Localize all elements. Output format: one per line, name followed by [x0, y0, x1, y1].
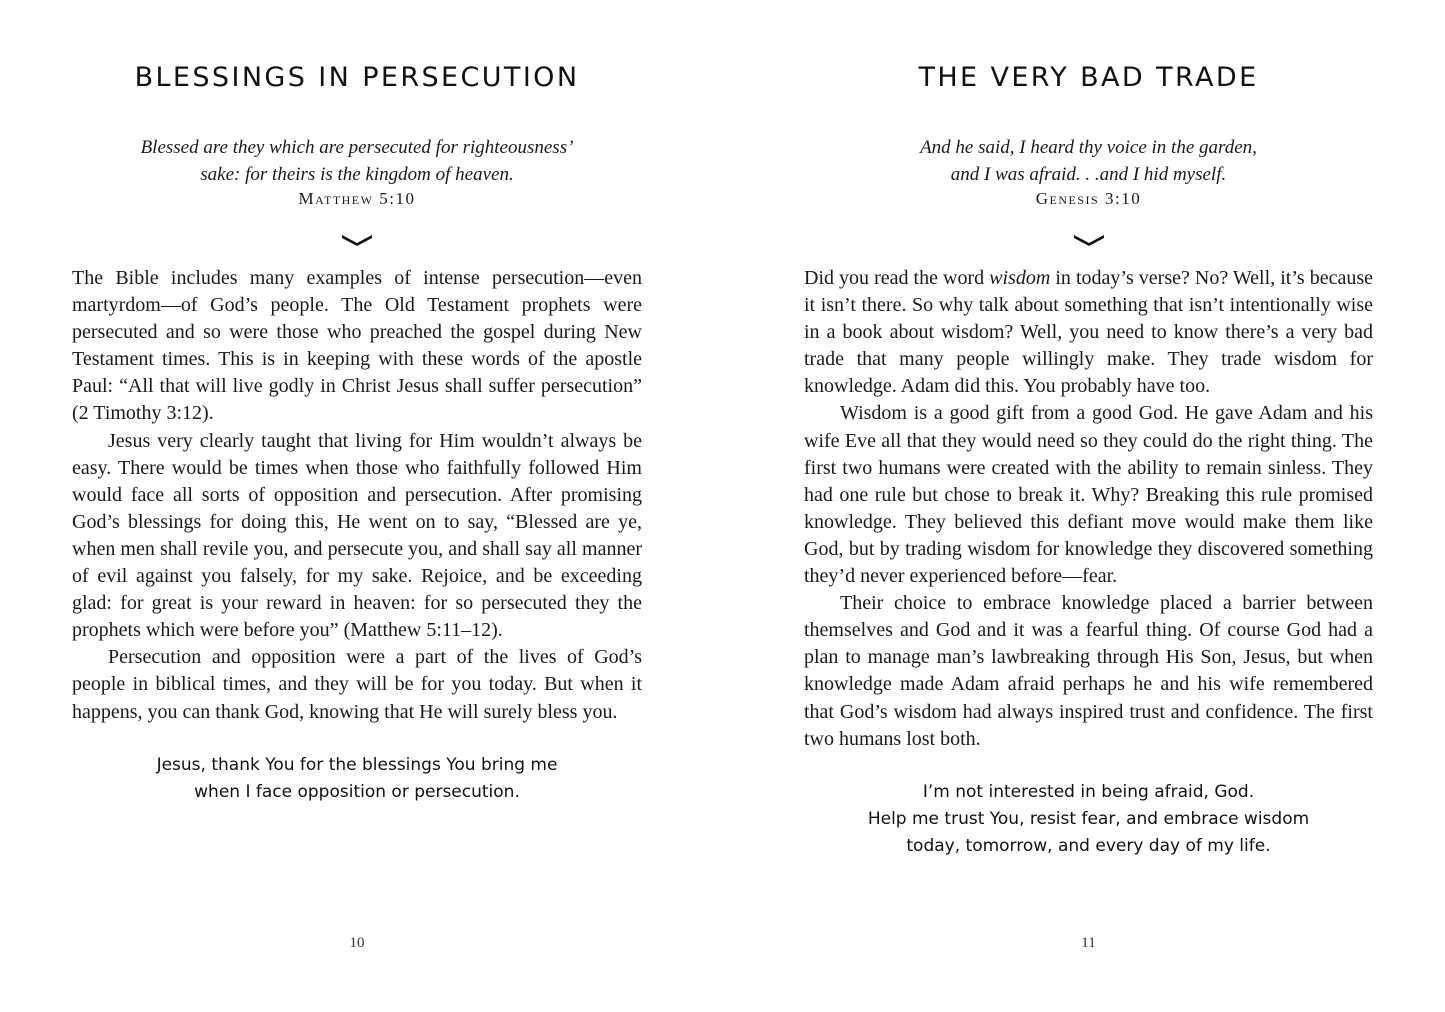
chevron-down-icon — [340, 232, 374, 246]
chevron-down-icon — [1072, 232, 1106, 246]
paragraph: The Bible includes many examples of intense persecution—even martyrdom—of God’s people. The Old Testament prophets were persecuted and so were those who preached the gospel during New Testament times. This is in keeping with these words of the apostle Paul: “All that will live godly in Christ Jesus shall suffer persecution” (2 Timothy 3:12). — [72, 267, 642, 425]
body-text — [72, 265, 642, 726]
page-title: THE VERY BAD TRADE — [918, 62, 1259, 93]
paragraph: Persecution and opposition were a part of the lives of God’s people in biblical times, and they will be for you today. But when it happens, you can thank God, knowing that He will surely bless you. — [72, 646, 642, 723]
verse-line: sake: for theirs is the kingdom of heaven. — [200, 164, 514, 185]
body-text — [804, 265, 1373, 753]
prayer-line: today, tomorrow, and every day of my life. — [906, 836, 1271, 856]
verse-line: Blessed are they which are persecuted for righteousness’ — [140, 137, 574, 158]
right-page — [804, 0, 1373, 1012]
prayer — [804, 779, 1373, 860]
verse-reference: Genesis 3:10 — [1035, 189, 1142, 208]
verse-quote — [72, 134, 642, 188]
paragraph: Their choice to embrace knowledge placed a barrier between themselves and God and it was a fearful thing. Of course God had a plan to manage man’s lawbreaking through His Son, Jesus, but when knowledge made Adam afraid perhaps he and his wife remembered that God’s wisdom had always inspired trust and confidence. The first two humans lost both. — [804, 592, 1373, 750]
emphasized-word: wisdom — [989, 267, 1051, 289]
verse-quote — [804, 134, 1373, 188]
verse-line: and I was afraid. . .and I hid myself. — [950, 164, 1227, 185]
prayer-line: when I face opposition or persecution. — [194, 782, 520, 802]
left-page — [72, 0, 642, 1012]
prayer-line: Help me trust You, resist fear, and embrace wisdom — [867, 809, 1310, 829]
prayer — [72, 752, 642, 806]
page-number: 11 — [1081, 935, 1096, 951]
paragraph-text: Did you read the word — [804, 267, 990, 289]
verse-reference: Matthew 5:10 — [298, 189, 416, 208]
paragraph: Wisdom is a good gift from a good God. He gave Adam and his wife Eve all that they would need so they could do the right thing. The first two humans were created with the ability to remain sinless. They had one rule but chose to break it. Why? Breaking this rule promised knowledge. They believed this defiant move would make them like God, but by trading wisdom for knowledge they discovered something they’d never experienced before—fear. — [804, 402, 1373, 588]
paragraph — [804, 265, 1373, 400]
verse-line: And he said, I heard thy voice in the garden, — [920, 137, 1257, 158]
prayer-line: I’m not interested in being afraid, God. — [922, 782, 1255, 802]
page-title: BLESSINGS IN PERSECUTION — [134, 62, 580, 93]
prayer-line: Jesus, thank You for the blessings You bring me — [156, 755, 558, 775]
page-number: 10 — [349, 935, 365, 951]
paragraph: Jesus very clearly taught that living for Him wouldn’t always be easy. There would be times when those who faithfully followed Him would face all sorts of opposition and persecution. After promising God’s blessings for doing this, He went on to say, “Blessed are ye, when men shall revile you, and persecute you, and shall say all manner of evil against you falsely, for my sake. Rejoice, and be exceeding glad: for great is your reward in heaven: for so persecuted they the prophets which were before you” (Matthew 5:11–12). — [72, 429, 642, 642]
paragraph-text: in today’s verse? No? Well, it’s because it isn’t there. So why talk about something that isn’t intentionally wise in a book about wisdom? Well, you need to know there’s a very bad trade that many people willingly make. They trade wisdom for knowledge. Adam did this. You probably have too. — [804, 267, 1374, 398]
